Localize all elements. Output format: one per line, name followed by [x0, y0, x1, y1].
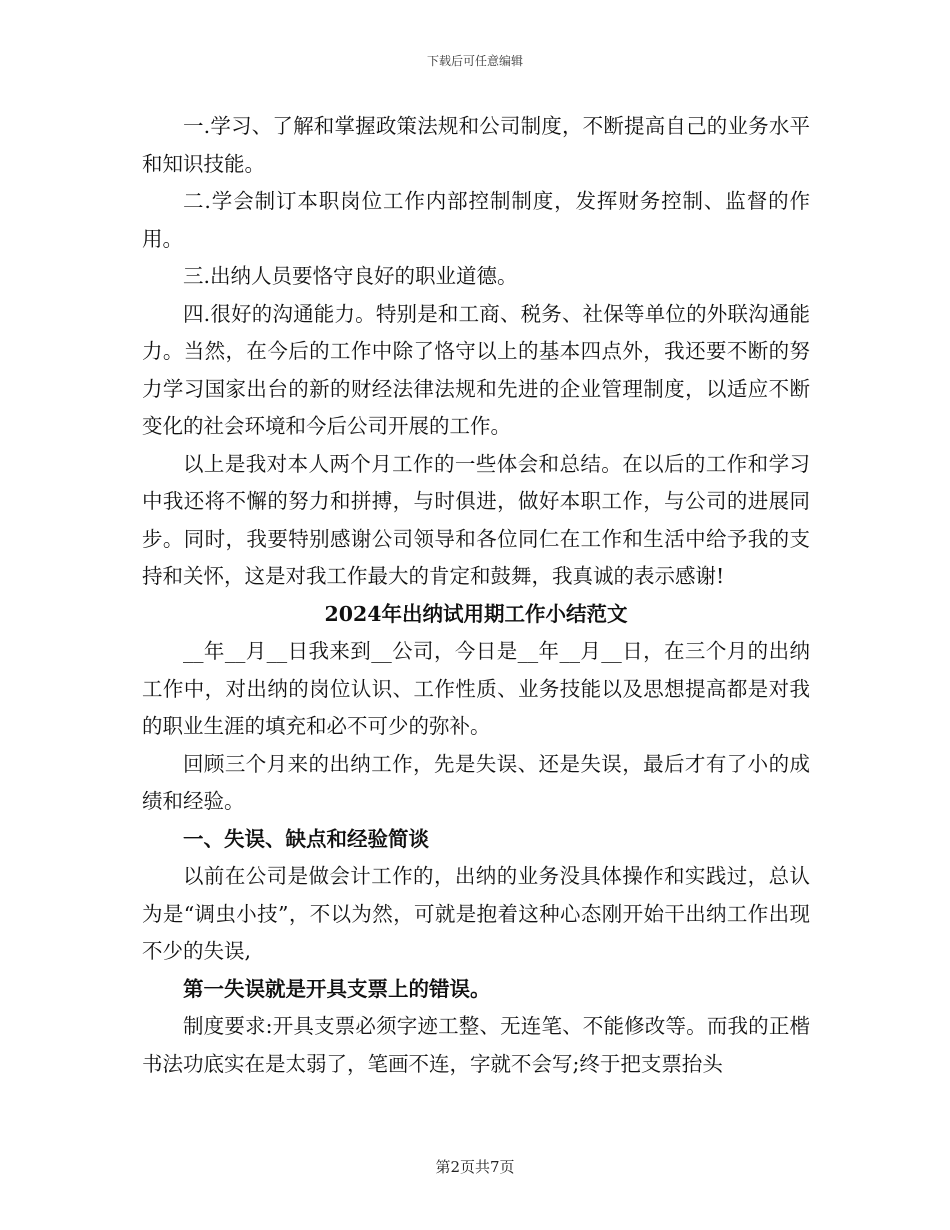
paragraph-6: __年__月__日我来到__公司，今日是__年__月__日，在三个月的出纳工作中，对出纳的岗位认识、工作性质、业务技能以及思想提高都是对我的职业生涯的填充和必不可少的弥补。 — [142, 639, 810, 738]
paragraph-3: 三.出纳人员要恪守良好的职业道德。 — [183, 264, 518, 288]
paragraph-2: 二.学会制订本职岗位工作内部控制制度，发挥财务控制、监督的作用。 — [142, 189, 810, 251]
paragraph-9: 制度要求:开具支票必须字迹工整、无连笔、不能修改等。而我的正楷书法功底实在是太弱了，笔画不连，字就不会写;终于把支票抬头 — [142, 1014, 810, 1076]
paragraph-5: 以上是我对本人两个月工作的一些体会和总结。在以后的工作和学习中我还将不懈的努力和拼搏，与时俱进，做好本职工作，与公司的进展同步。同时，我要特别感谢公司领导和各位同仁在工作和生活中给予我的支持和关怀，这是对我工作最大的肯定和鼓舞，我真诚的表示感谢! — [142, 451, 810, 588]
paragraph-1: 一.学习、了解和掌握政策法规和公司制度，不断提高自己的业务水平和知识技能。 — [142, 114, 810, 176]
paragraph-7: 回顾三个月来的出纳工作，先是失误、还是失误，最后才有了小的成绩和经验。 — [142, 751, 810, 813]
paragraph-4: 四.很好的沟通能力。特别是和工商、税务、社保等单位的外联沟通能力。当然，在今后的工作中除了恪守以上的基本四点外，我还要不断的努力学习国家出台的新的财经法律法规和先进的企业管理制度，以适应不断变化的社会环境和今后公司开展的工作。 — [142, 301, 810, 438]
subheading-mistakes: 一、失误、缺点和经验简谈 — [183, 826, 429, 851]
page-header: 下载后可任意编辑 — [426, 54, 523, 68]
page-footer: 第2页共7页 — [435, 1158, 515, 1176]
paragraph-8: 以前在公司是做会计工作的，出纳的业务没具体操作和实践过，总认为是“调虫小技”，不以为然，可就是抱着这种心态刚开始干出纳工作出现不少的失误, — [142, 864, 810, 963]
document-body — [142, 108, 810, 1083]
subheading-first-mistake: 第一失误就是开具支票上的错误。 — [183, 976, 491, 1001]
section-title: 2024年出纳试用期工作小结范文 — [324, 601, 628, 626]
